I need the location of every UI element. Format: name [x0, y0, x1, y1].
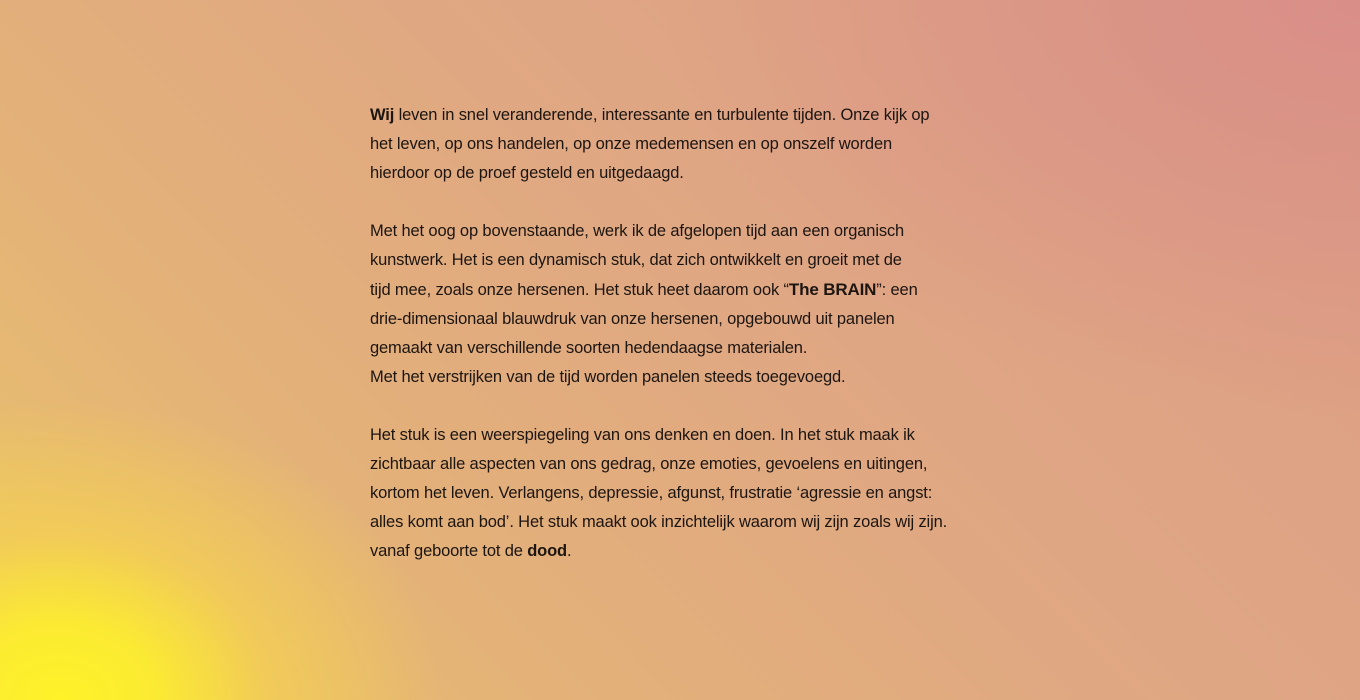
text-line: gemaakt van verschillende soorten hedendaagse materialen.: [370, 339, 808, 357]
text-line: kortom het leven. Verlangens, depressie, afgunst, frustratie ‘agressie en angst:: [370, 484, 933, 502]
text-line: drie-dimensionaal blauwdruk van onze hersenen, opgebouwd uit panelen: [370, 310, 895, 328]
text-line: Het stuk is een weerspiegeling van ons denken en doen. In het stuk maak ik: [370, 426, 915, 444]
paragraph-intro: [370, 101, 1010, 188]
text-line: [370, 275, 1010, 305]
text-fragment: ”: een: [876, 281, 918, 299]
text-fragment: leven in snel veranderende, interessante en turbulente tijden. Onze kijk op: [394, 106, 930, 124]
text-line: Met het oog op bovenstaande, werk ik de afgelopen tijd aan een organisch: [370, 222, 905, 240]
artwork-title: The BRAIN: [788, 280, 877, 299]
article-text: [370, 101, 1010, 595]
text-line: alles komt aan bod’. Het stuk maakt ook inzichtelijk waarom wij zijn zoals wij zijn.: [370, 513, 948, 531]
text-line: hierdoor op de proef gesteld en uitgedaagd.: [370, 164, 684, 182]
text-line: het leven, op ons handelen, op onze medemensen en op onszelf worden: [370, 135, 892, 153]
paragraph-reflection: [370, 421, 1010, 566]
text-line: zichtbaar alle aspecten van ons gedrag, onze emoties, gevoelens en uitingen,: [370, 455, 928, 473]
emphasis-dood: dood: [527, 542, 567, 560]
text-line: [370, 101, 1010, 130]
text-line: kunstwerk. Het is een dynamisch stuk, dat zich ontwikkelt en groeit met de: [370, 251, 902, 269]
paragraph-artwork: [370, 217, 1010, 392]
emphasis-wij: Wij: [370, 106, 395, 124]
text-line: [370, 537, 1010, 566]
text-fragment: tijd mee, zoals onze hersenen. Het stuk heet daarom ook “: [370, 281, 789, 299]
text-line: Met het verstrijken van de tijd worden panelen steeds toegevoegd.: [370, 368, 846, 386]
text-fragment: .: [566, 542, 572, 560]
text-fragment: vanaf geboorte tot de: [370, 542, 528, 560]
